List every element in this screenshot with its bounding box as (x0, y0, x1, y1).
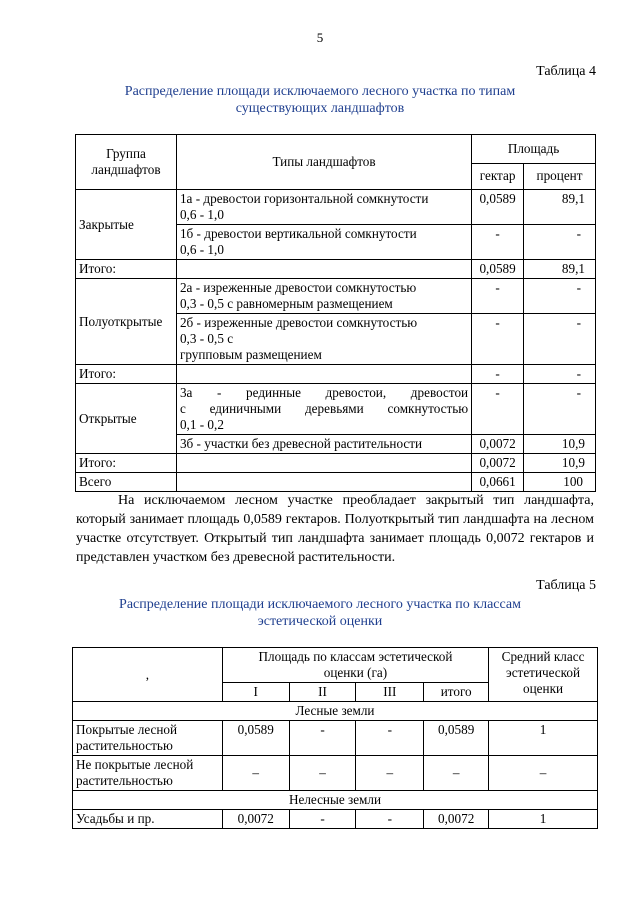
table-row (73, 756, 598, 791)
value-cell: – (222, 756, 289, 791)
ha-cell: - (472, 365, 524, 384)
value-cell: 1 (489, 721, 598, 756)
ha-cell: 0,0589 (472, 260, 524, 279)
pct-cell: - (524, 279, 596, 314)
pct-cell: 10,9 (524, 435, 596, 454)
ha-cell: - (472, 384, 524, 435)
table4-title (0, 83, 640, 117)
ha-cell: - (472, 314, 524, 365)
page-number: 5 (316, 30, 324, 45)
row-label-line: растительностью (76, 773, 173, 788)
row-label-line: Покрытые лесной (76, 722, 178, 737)
table-row (73, 810, 598, 829)
table4 (75, 134, 596, 492)
empty-cell (176, 260, 471, 279)
header-hectare: гектар (472, 163, 524, 189)
type-line: групповым размещением (179, 347, 322, 362)
table4-label: Таблица 4 (536, 64, 596, 79)
value-cell: – (489, 756, 598, 791)
type-line: с единичными деревьями сомкнутостью (179, 401, 469, 416)
table-row (76, 384, 596, 435)
ha-cell: 0,0589 (472, 190, 524, 225)
ha-cell: - (472, 279, 524, 314)
header-avg-class (489, 648, 598, 702)
value-cell: 1 (489, 810, 598, 829)
table4-title-line1: Распределение площади исключаемого лесного участка по типам (124, 84, 516, 99)
type-cell (176, 190, 471, 225)
value-cell: - (289, 810, 356, 829)
pct-cell: - (524, 365, 596, 384)
header-class-1: I (222, 683, 289, 702)
header-group-line1: Группа (106, 146, 146, 161)
row-label (73, 756, 223, 791)
type-cell (176, 384, 471, 435)
type-cell (176, 225, 471, 260)
table-row (76, 190, 596, 225)
empty-cell (176, 365, 471, 384)
section-row (73, 791, 598, 810)
type-cell (176, 314, 471, 365)
group-semi-open: Полуоткрытые (76, 279, 177, 365)
header-class-total: итого (424, 683, 489, 702)
pct-cell: 100 (524, 473, 596, 492)
total-label: Итого: (76, 454, 177, 473)
value-cell: 0,0589 (424, 721, 489, 756)
ha-cell: - (472, 225, 524, 260)
empty-cell (176, 473, 471, 492)
value-cell: - (289, 721, 356, 756)
ha-cell: 0,0072 (472, 454, 524, 473)
type-line: 1а - древостои горизонтальной сомкнутости (179, 191, 429, 206)
header-group (76, 135, 177, 190)
row-label (73, 721, 223, 756)
pct-cell: - (524, 314, 596, 365)
type-line: 0,6 - 1,0 (179, 207, 224, 222)
table5-label: Таблица 5 (536, 578, 596, 593)
type-cell: 3б - участки без древесной растительности (176, 435, 471, 454)
ha-cell: 0,0072 (472, 435, 524, 454)
group-open: Открытые (76, 384, 177, 454)
total-label: Итого: (76, 260, 177, 279)
value-cell: – (424, 756, 489, 791)
empty-cell (176, 454, 471, 473)
pct-cell: - (524, 384, 596, 435)
value-cell: – (289, 756, 356, 791)
header-avg-line1: Средний класс (501, 649, 585, 664)
value-cell: - (356, 721, 424, 756)
table-row-total (76, 365, 596, 384)
header-class-3: III (356, 683, 424, 702)
summary-paragraph: На исключаемом лесном участке преобладает закрытый тип ландшафта, который занимает площадь 0,0589 гектаров. Полуоткрытый тип ландшафта на лесном участке отсутствует. Открытый тип ландшафта занимает площадь 0,0072 гектаров и представлен участком без древесной растительности. (76, 493, 594, 565)
table-row (73, 721, 598, 756)
row-label-line: растительностью (76, 738, 173, 753)
value-cell: 0,0072 (424, 810, 489, 829)
value-cell: 0,0072 (222, 810, 289, 829)
table-row-total (76, 260, 596, 279)
row-label: Усадьбы и пр. (73, 810, 223, 829)
header-area-classes (222, 648, 488, 683)
header-group-line2: ландшафтов (91, 162, 161, 177)
table-row (76, 279, 596, 314)
header-corner: , (73, 648, 223, 702)
pct-cell: 89,1 (524, 260, 596, 279)
header-area-line2: оценки (га) (323, 665, 388, 680)
value-cell: 0,0589 (222, 721, 289, 756)
section-forest-lands: Лесные земли (73, 702, 598, 721)
table5-title-line2: эстетической оценки (257, 614, 383, 629)
type-line: 1б - древостои вертикальной сомкнутости (179, 226, 417, 241)
type-line: 0,1 - 0,2 (179, 417, 224, 432)
group-closed: Закрытые (76, 190, 177, 260)
table5-title (0, 596, 640, 630)
table5-header-row (73, 648, 598, 683)
header-avg-line3: оценки (523, 681, 564, 696)
header-avg-line2: эстетической (506, 665, 581, 680)
section-row (73, 702, 598, 721)
value-cell: - (356, 810, 424, 829)
header-percent: процент (524, 163, 596, 189)
header-area-line1: Площадь по классам эстетической (258, 649, 453, 664)
total-label: Итого: (76, 365, 177, 384)
type-line: 2а - изреженные древостои сомкнутостью (179, 280, 417, 295)
value-cell: – (356, 756, 424, 791)
header-class-2: II (289, 683, 356, 702)
type-line: 0,6 - 1,0 (179, 242, 224, 257)
type-line: 3а - рединные древостои, древостои (179, 385, 469, 400)
section-nonforest-lands: Нелесные земли (73, 791, 598, 810)
table-row-total (76, 454, 596, 473)
grand-total-label: Всего (76, 473, 177, 492)
ha-cell: 0,0661 (472, 473, 524, 492)
type-line: 0,3 - 0,5 с равномерным размещением (179, 296, 393, 311)
pct-cell: - (524, 225, 596, 260)
pct-cell: 89,1 (524, 190, 596, 225)
table5 (72, 647, 598, 829)
type-line: 0,3 - 0,5 с (179, 331, 234, 346)
pct-cell: 10,9 (524, 454, 596, 473)
table4-title-line2: существующих ландшафтов (235, 101, 405, 116)
table-row-grand-total (76, 473, 596, 492)
type-cell (176, 279, 471, 314)
table5-title-line1: Распределение площади исключаемого лесного участка по классам (119, 597, 521, 612)
header-types: Типы ландшафтов (176, 135, 471, 190)
type-line: 2б - изреженные древостои сомкнутостью (179, 315, 418, 330)
row-label-line: Не покрытые лесной (76, 757, 194, 772)
header-area: Площадь (472, 135, 596, 164)
table4-header-row (76, 135, 596, 164)
